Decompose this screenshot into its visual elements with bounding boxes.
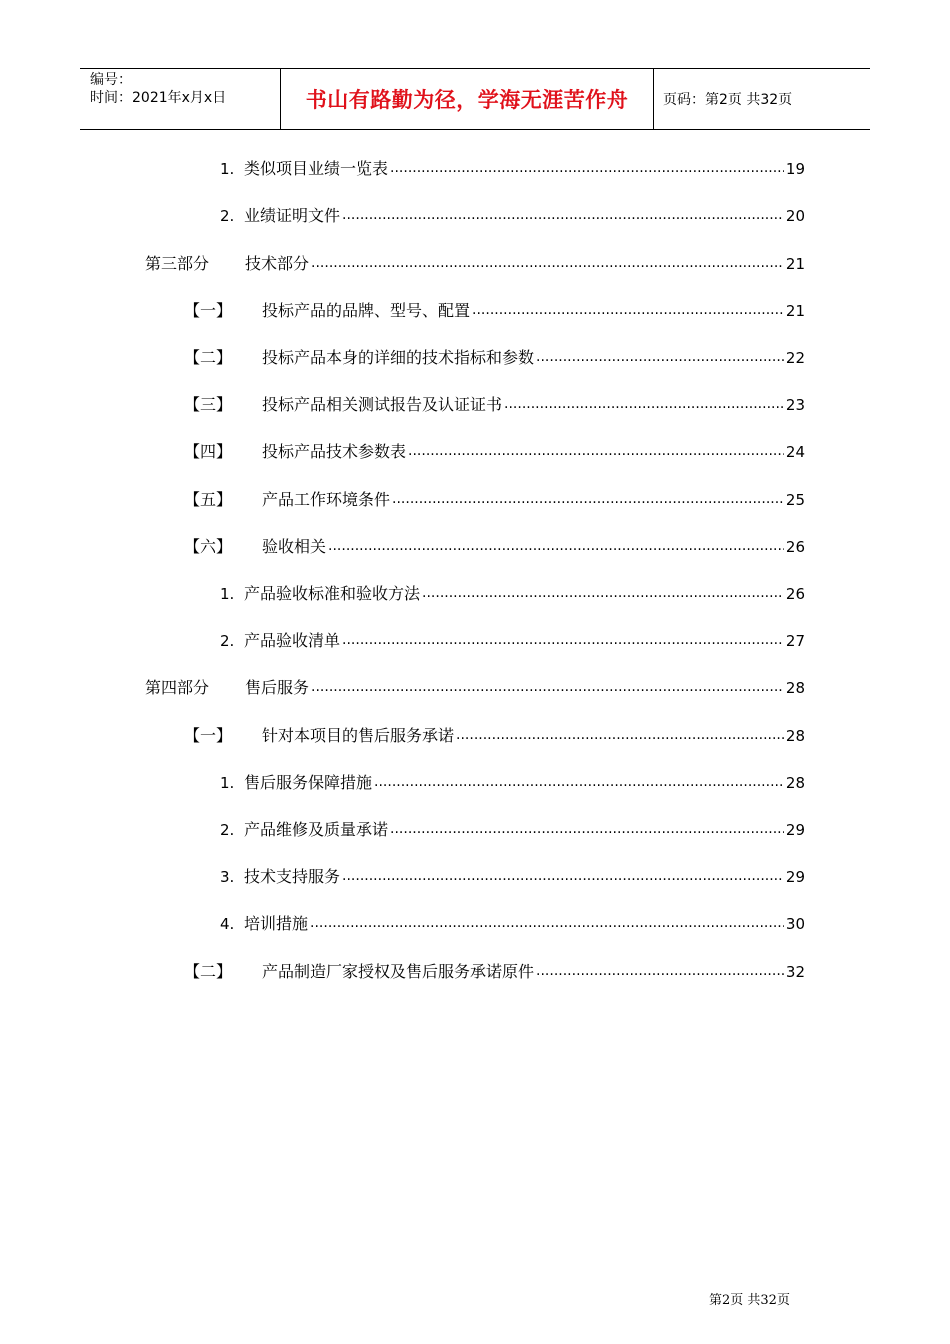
toc-page: 29 [785,821,805,839]
toc-title: 投标产品相关测试报告及认证证书 [262,395,503,414]
toc-number: 【二】 [184,962,233,981]
toc-entry[interactable] [145,252,805,276]
toc-leader-dots [392,489,784,509]
header-motto: 书山有路勤为径，学海无涯苦作舟 [281,69,654,129]
toc-title: 针对本项目的售后服务承诺 [262,726,455,745]
toc-entry[interactable] [184,440,805,464]
toc-entry[interactable] [184,724,805,748]
toc-leader-dots [408,441,784,461]
toc-number: 【二】 [184,348,233,367]
toc-number: 2. [220,207,235,225]
toc-leader-dots [504,394,784,414]
toc-page: 26 [785,585,805,603]
toc-number: 【一】 [184,301,233,320]
toc-leader-dots [536,961,784,981]
toc-leader-dots [342,205,784,225]
toc-leader-dots [472,300,784,320]
toc-leader-dots [328,536,784,556]
toc-title: 产品验收标准和验收方法 [244,584,421,603]
toc-page: 21 [785,255,805,273]
time-label: 时间：2021年x月x日 [90,90,227,106]
toc-title: 投标产品技术参数表 [262,442,407,461]
toc-title: 培训措施 [244,914,309,933]
toc-page: 25 [785,491,805,509]
toc-number: 1. [220,774,235,792]
code-label: 编号： [90,72,132,88]
toc-page: 20 [785,207,805,225]
toc-page: 22 [785,349,805,367]
toc-number: 2. [220,821,235,839]
toc-title: 技术支持服务 [244,867,341,886]
toc-page: 30 [785,915,805,933]
toc-entry[interactable] [184,488,805,512]
toc-title: 投标产品本身的详细的技术指标和参数 [262,348,535,367]
toc-title: 技术部分 [245,254,310,273]
toc-number: 【六】 [184,537,233,556]
toc-page: 19 [785,160,805,178]
toc-leader-dots [374,772,784,792]
toc-leader-dots [311,253,784,273]
toc-entry[interactable] [220,912,805,936]
toc-number: 【一】 [184,726,233,745]
toc-title: 售后服务 [245,678,310,697]
toc-entry[interactable] [220,818,805,842]
page-footer: 第2页 共32页 [709,1293,790,1308]
toc-entry[interactable] [184,535,805,559]
toc-entry[interactable] [184,299,805,323]
toc-leader-dots [342,630,784,650]
toc-title: 投标产品的品牌、型号、配置 [262,301,471,320]
toc-title: 业绩证明文件 [244,206,341,225]
header-meta [80,69,281,129]
toc-number: 【三】 [184,395,233,414]
toc-leader-dots [311,677,784,697]
toc-page: 23 [785,396,805,414]
toc-number: 1. [220,585,235,603]
toc-entry[interactable] [184,346,805,370]
toc-leader-dots [422,583,784,603]
toc-entry[interactable] [184,960,805,984]
toc-entry[interactable] [145,676,805,700]
toc-title: 产品维修及质量承诺 [244,820,389,839]
toc-entry[interactable] [220,771,805,795]
toc-page: 24 [785,443,805,461]
toc-page: 26 [785,538,805,556]
toc-entry[interactable] [184,393,805,417]
toc-number: 第三部分 [145,254,210,273]
toc-entry[interactable] [220,204,805,228]
toc-number: 【五】 [184,490,233,509]
toc-entry[interactable] [220,865,805,889]
toc-leader-dots [310,913,784,933]
toc-page: 21 [785,302,805,320]
page-header [80,68,870,130]
toc-title: 类似项目业绩一览表 [244,159,389,178]
toc-title: 产品工作环境条件 [262,490,391,509]
toc-number: 4. [220,915,235,933]
toc-leader-dots [456,725,784,745]
toc-page: 27 [785,632,805,650]
toc-number: 2. [220,632,235,650]
toc-title: 产品制造厂家授权及售后服务承诺原件 [262,962,535,981]
toc-title: 售后服务保障措施 [244,773,373,792]
toc-entry[interactable] [220,157,805,181]
toc-page: 28 [785,679,805,697]
toc-number: 第四部分 [145,678,210,697]
toc-entry[interactable] [220,582,805,606]
toc-entry[interactable] [220,629,805,653]
toc-page: 28 [785,727,805,745]
toc-leader-dots [390,158,784,178]
toc-leader-dots [536,347,784,367]
header-page-label: 页码：第2页 共32页 [663,92,793,108]
toc-number: 【四】 [184,442,233,461]
toc-page: 32 [785,963,805,981]
toc-page: 29 [785,868,805,886]
toc-number: 1. [220,160,235,178]
toc-title: 验收相关 [262,537,327,556]
toc-leader-dots [342,866,784,886]
toc-page: 28 [785,774,805,792]
toc-title: 产品验收清单 [244,631,341,650]
toc-number: 3. [220,868,235,886]
toc-leader-dots [390,819,784,839]
